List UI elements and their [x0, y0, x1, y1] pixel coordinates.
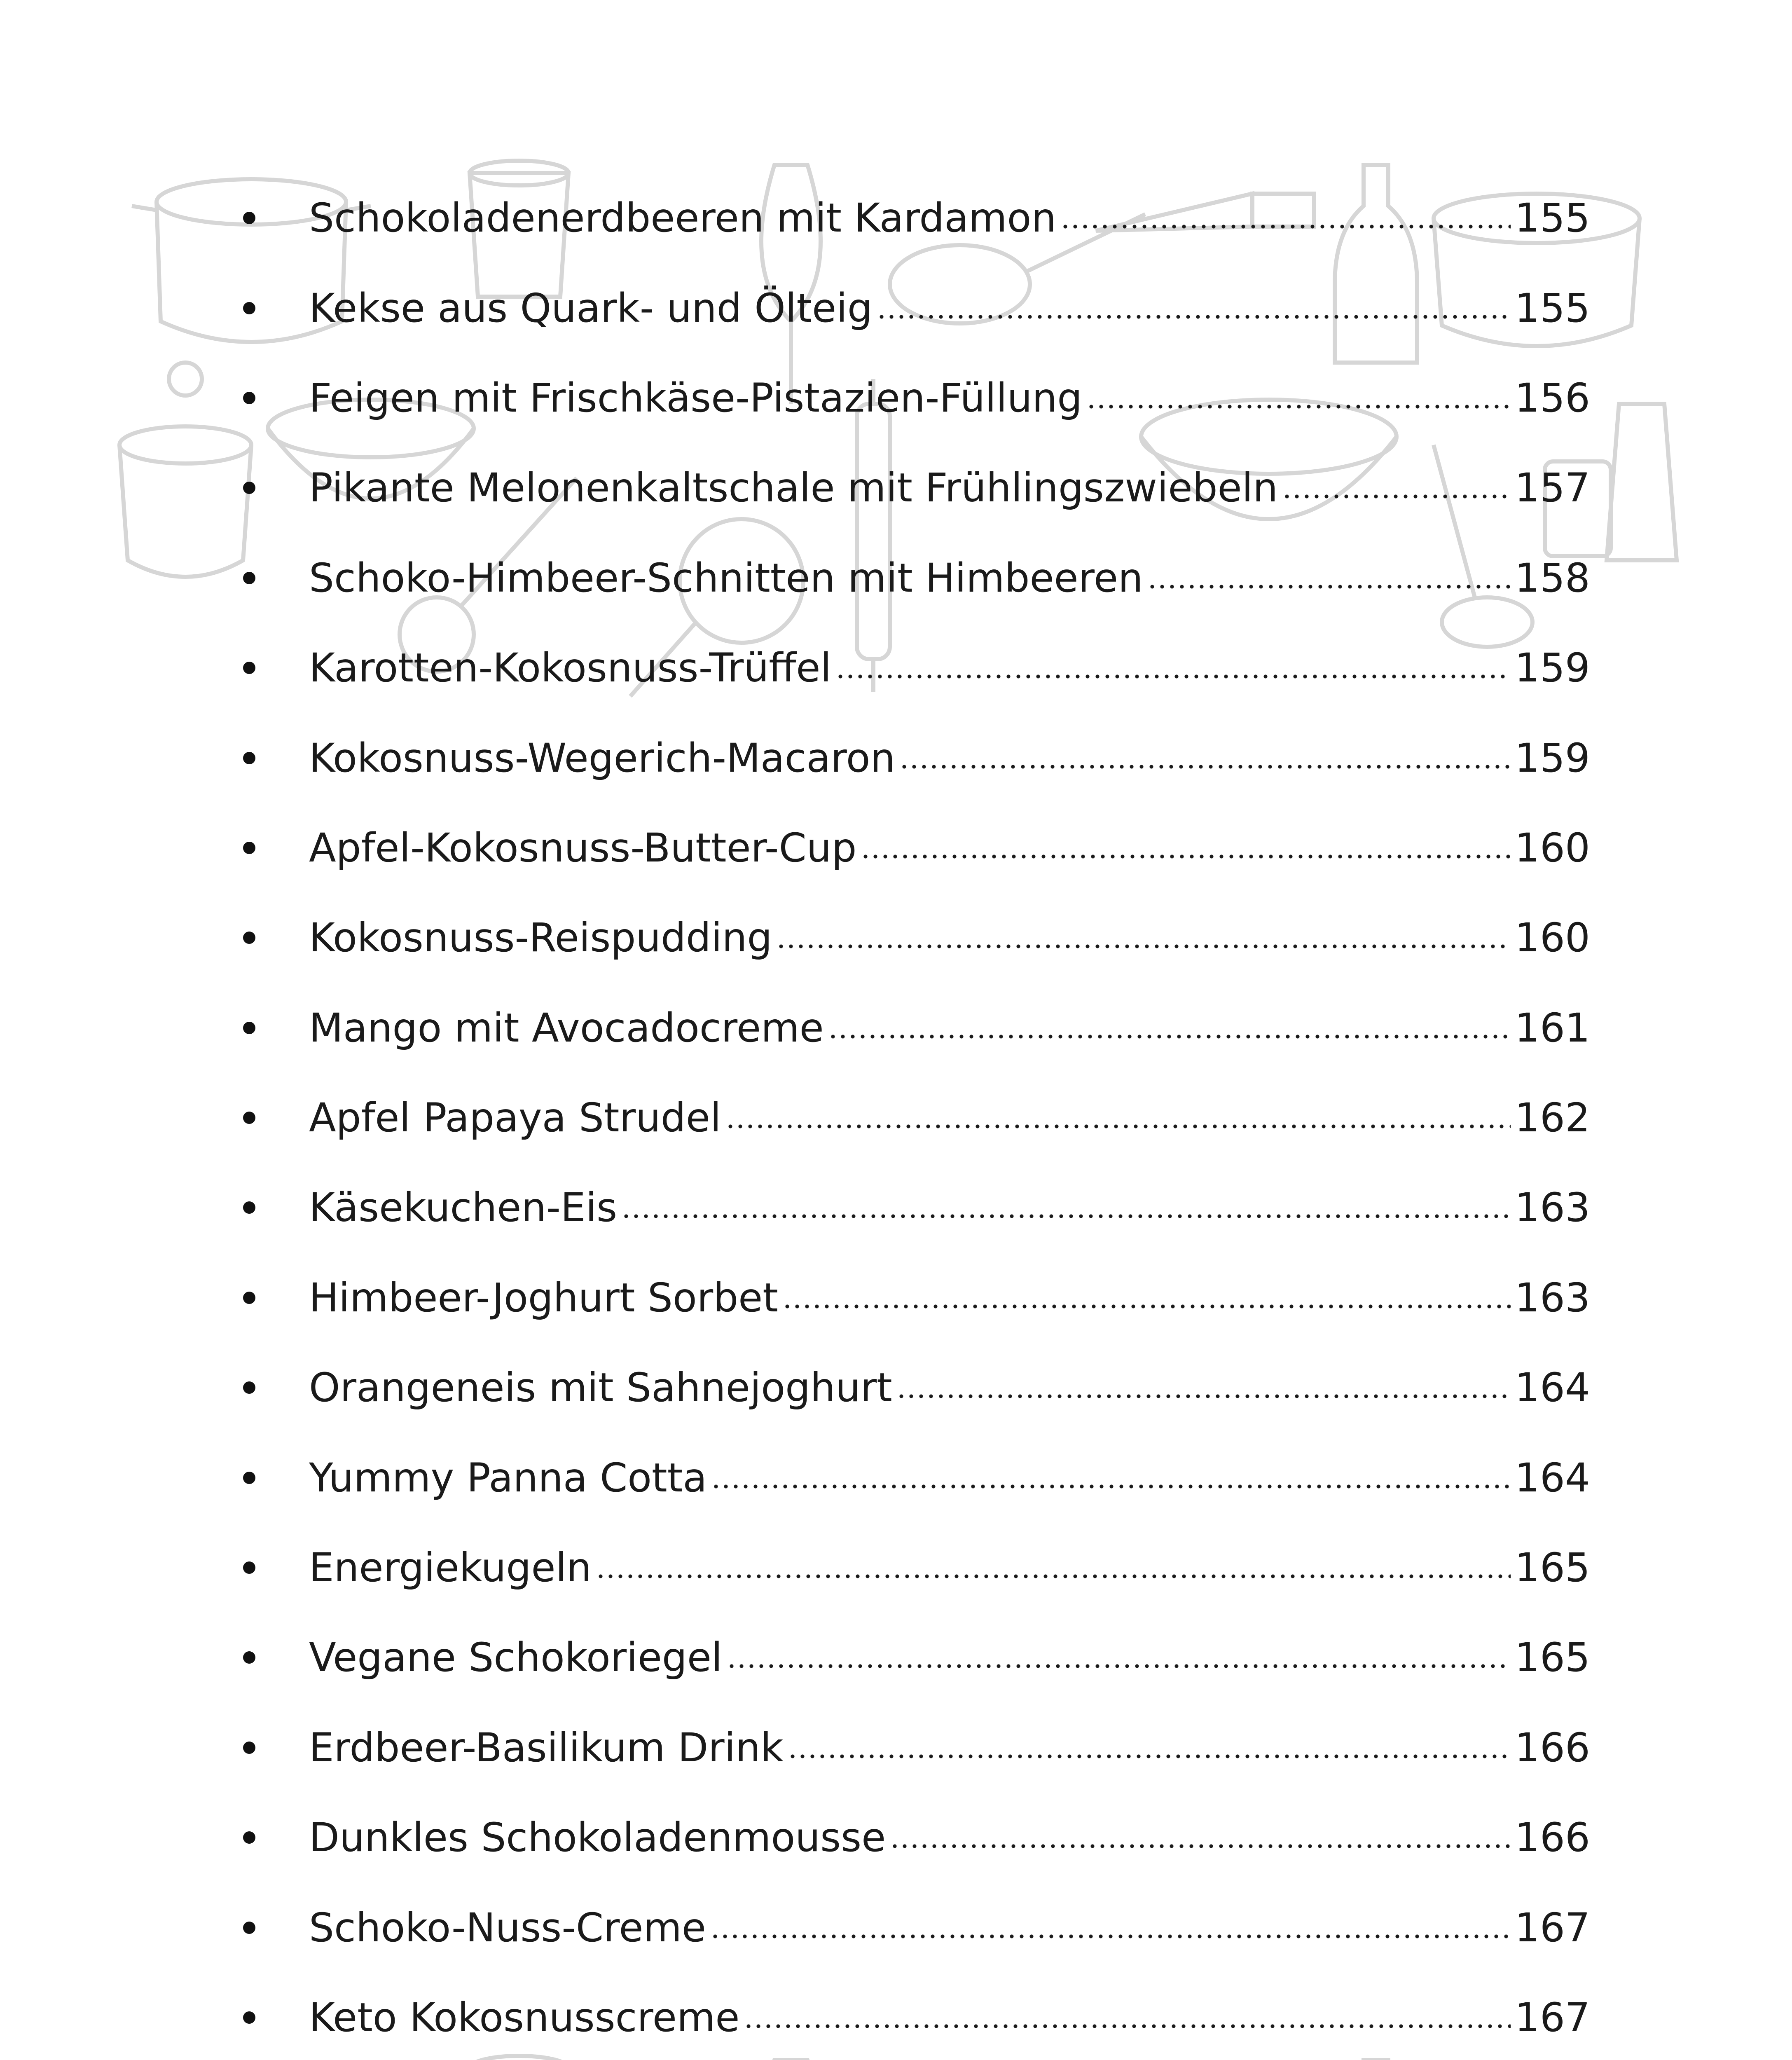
toc-entry[interactable]: [243, 983, 1590, 1073]
toc-entry[interactable]: [243, 1613, 1590, 1702]
bullet-icon: [243, 482, 255, 494]
toc-entry-page-number: 162: [1514, 1095, 1590, 1141]
toc-entry-page-number: 159: [1514, 645, 1590, 691]
toc-entry-page-number: 165: [1514, 1545, 1590, 1591]
toc-entry-page-number: 163: [1514, 1184, 1590, 1231]
bullet-icon: [243, 752, 255, 764]
bullet-icon: [243, 1922, 255, 1934]
toc-entry-line: [309, 533, 1590, 623]
dot-leader: [899, 738, 1511, 778]
toc-entry-line: [309, 1253, 1590, 1343]
bullet-icon: [243, 572, 255, 584]
toc-entry-line: [309, 893, 1590, 983]
bullet-icon: [243, 662, 255, 674]
dot-leader: [596, 1548, 1511, 1587]
toc-entry-page-number: 164: [1514, 1454, 1590, 1501]
pot-icon: [119, 363, 251, 577]
bullet-icon: [243, 1742, 255, 1754]
toc-entry-title: Kokosnuss-Reispudding: [309, 915, 772, 961]
toc-entry-page-number: 158: [1514, 555, 1590, 601]
toc-entry-page-number: 161: [1514, 1004, 1590, 1051]
dot-leader: [621, 1188, 1511, 1227]
dot-leader: [725, 1098, 1511, 1138]
bullet-icon: [243, 1292, 255, 1304]
toc-entry-line: [309, 983, 1590, 1073]
toc-entry-line: [309, 1433, 1590, 1522]
toc-entry[interactable]: [243, 1703, 1590, 1793]
toc-entry-line: [309, 1523, 1590, 1613]
toc-entry-page-number: 166: [1514, 1724, 1590, 1771]
toc-entry[interactable]: [243, 533, 1590, 623]
bullet-icon: [243, 212, 255, 224]
toc-entry[interactable]: [243, 623, 1590, 713]
toc-entry[interactable]: [243, 1523, 1590, 1613]
toc-entry-page-number: 163: [1514, 1274, 1590, 1321]
toc-entry-line: [309, 713, 1590, 803]
toc-entry-title: Kekse aus Quark- und Ölteig: [309, 285, 873, 331]
toc-entry[interactable]: [243, 443, 1590, 533]
dot-leader: [1147, 558, 1511, 598]
toc-entry-line: [309, 1163, 1590, 1252]
toc-entry-title: Schoko-Himbeer-Schnitten mit Himbeeren: [309, 555, 1143, 601]
toc-entry-title: Mango mit Avocadocreme: [309, 1004, 824, 1051]
bullet-icon: [243, 932, 255, 944]
toc-entry-page-number: 155: [1514, 285, 1590, 331]
toc-entry[interactable]: [243, 1793, 1590, 1882]
dot-leader: [776, 918, 1510, 957]
bullet-icon: [243, 1201, 255, 1214]
toc-entry-page-number: 167: [1514, 1994, 1590, 2041]
toc-entry[interactable]: [243, 1882, 1590, 1972]
grater-icon: [1607, 404, 1677, 560]
toc-entry-line: [309, 1343, 1590, 1433]
bullet-icon: [243, 1561, 255, 1574]
dot-leader: [828, 1008, 1511, 1048]
dot-leader: [711, 1458, 1511, 1498]
toc-entry-title: Pikante Melonenkaltschale mit Frühlingszwiebeln: [309, 465, 1278, 511]
bullet-icon: [243, 392, 255, 404]
toc-entry-title: Himbeer-Joghurt Sorbet: [309, 1274, 778, 1321]
toc-entry-line: [309, 443, 1590, 533]
toc-entry-page-number: 160: [1514, 824, 1590, 871]
toc-entry[interactable]: [243, 893, 1590, 983]
bullet-icon: [243, 1112, 255, 1124]
toc-entry[interactable]: [243, 1073, 1590, 1163]
toc-entry-page-number: 167: [1514, 1904, 1590, 1951]
table-of-contents: [243, 173, 1590, 2060]
bullet-icon: [243, 1651, 255, 1664]
dot-leader: [835, 648, 1511, 688]
dot-leader: [861, 828, 1510, 868]
toc-entry[interactable]: [243, 1163, 1590, 1252]
toc-entry-page-number: 164: [1514, 1365, 1590, 1411]
toc-entry-title: Feigen mit Frischkäse-Pistazien-Füllung: [309, 375, 1083, 421]
toc-entry-page-number: 155: [1514, 195, 1590, 241]
bullet-icon: [243, 1831, 255, 1844]
toc-entry-title: Yummy Panna Cotta: [309, 1454, 707, 1501]
toc-entry-line: [309, 1703, 1590, 1793]
toc-entry-page-number: 156: [1514, 375, 1590, 421]
toc-entry-title: Karotten-Kokosnuss-Trüffel: [309, 645, 832, 691]
toc-entry-line: [309, 1882, 1590, 1972]
toc-entry-title: Schoko-Nuss-Creme: [309, 1904, 706, 1951]
toc-entry-line: [309, 623, 1590, 713]
toc-entry-title: Orangeneis mit Sahnejoghurt: [309, 1365, 892, 1411]
toc-entry-title: Erdbeer-Basilikum Drink: [309, 1724, 784, 1771]
toc-entry-title: Kokosnuss-Wegerich-Macaron: [309, 735, 896, 781]
toc-entry-page-number: 166: [1514, 1814, 1590, 1861]
toc-entry[interactable]: [243, 263, 1590, 353]
bullet-icon: [243, 1381, 255, 1394]
toc-entry-title: Energiekugeln: [309, 1545, 592, 1591]
toc-entry[interactable]: [243, 1343, 1590, 1433]
toc-entry[interactable]: [243, 173, 1590, 263]
toc-entry[interactable]: [243, 803, 1590, 893]
dot-leader: [896, 1368, 1511, 1407]
dot-leader: [1086, 378, 1511, 418]
dot-leader: [1282, 468, 1511, 508]
dot-leader: [788, 1728, 1511, 1767]
toc-entry[interactable]: [243, 713, 1590, 803]
bullet-icon: [243, 302, 255, 314]
toc-entry-title: Apfel Papaya Strudel: [309, 1095, 721, 1141]
dot-leader: [877, 288, 1511, 328]
toc-entry-title: Keto Kokosnusscreme: [309, 1994, 740, 2041]
toc-entry[interactable]: [243, 1253, 1590, 1343]
dot-leader: [1060, 198, 1511, 238]
dot-leader: [744, 1998, 1510, 2037]
dot-leader: [727, 1638, 1511, 1677]
toc-entry-line: [309, 263, 1590, 353]
toc-entry-title: Vegane Schokoriegel: [309, 1634, 723, 1681]
dot-leader: [710, 1908, 1511, 1948]
toc-entry-page-number: 159: [1514, 735, 1590, 781]
toc-entry-line: [309, 353, 1590, 443]
toc-entry[interactable]: [243, 1973, 1590, 2060]
dot-leader: [890, 1818, 1511, 1857]
toc-entry[interactable]: [243, 353, 1590, 443]
bullet-icon: [243, 842, 255, 854]
toc-entry-title: Schokoladenerdbeeren mit Kardamon: [309, 195, 1057, 241]
toc-entry[interactable]: [243, 1433, 1590, 1522]
toc-entry-page-number: 157: [1514, 465, 1590, 511]
bullet-icon: [243, 1022, 255, 1034]
toc-entry-line: [309, 1613, 1590, 1702]
toc-entry-line: [309, 803, 1590, 893]
toc-entry-title: Apfel-Kokosnuss-Butter-Cup: [309, 824, 857, 871]
bullet-icon: [243, 1472, 255, 1484]
toc-entry-line: [309, 1973, 1590, 2060]
bullet-icon: [243, 2011, 255, 2024]
toc-entry-page-number: 165: [1514, 1634, 1590, 1681]
toc-entry-line: [309, 1073, 1590, 1163]
toc-entry-page-number: 160: [1514, 915, 1590, 961]
toc-entry-title: Käsekuchen-Eis: [309, 1184, 618, 1231]
dot-leader: [782, 1278, 1511, 1318]
toc-entry-line: [309, 173, 1590, 263]
toc-entry-line: [309, 1793, 1590, 1882]
toc-entry-title: Dunkles Schokoladenmousse: [309, 1814, 886, 1861]
